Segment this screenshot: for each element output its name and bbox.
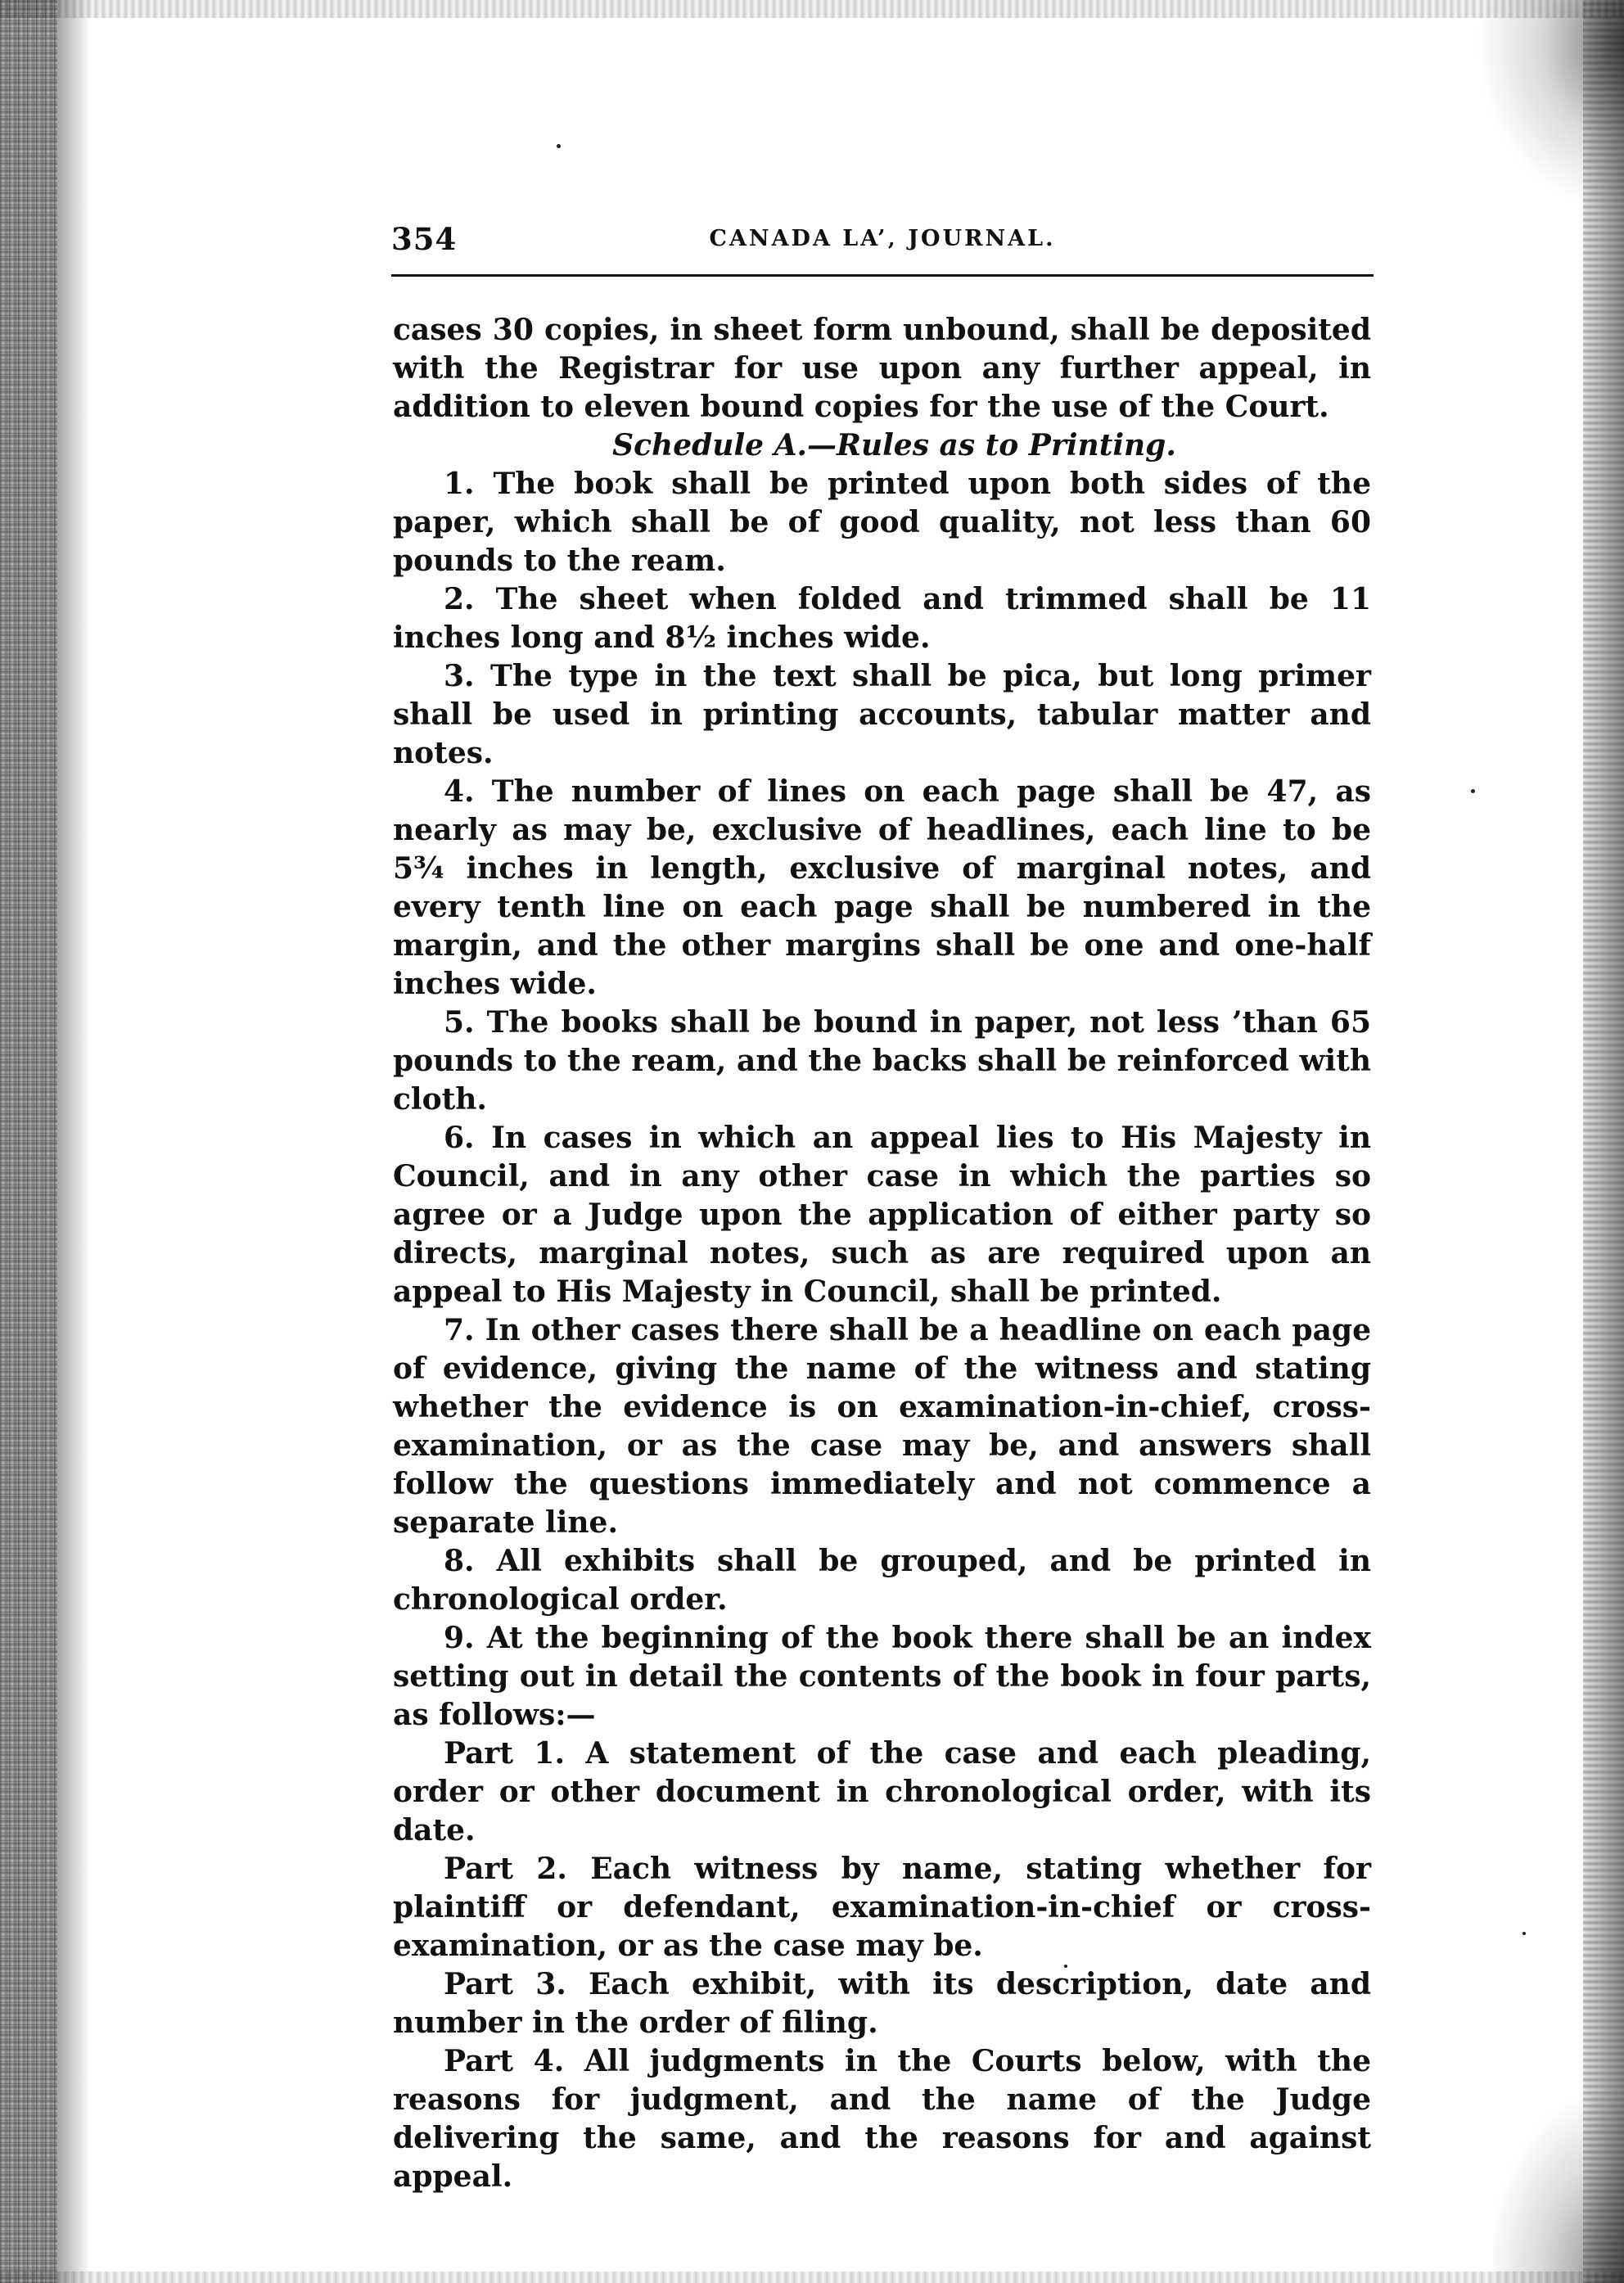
rule-paragraph: 3. The type in the text shall be pica, but long primer shall be used in printing accounts, tabular matter and notes.	[393, 659, 1371, 770]
scan-edge-right	[1583, 0, 1624, 2283]
page-number: 354	[391, 221, 458, 257]
scan-edge-left-shadow	[57, 0, 90, 2283]
rule-paragraph: 6. In cases in which an appeal lies to His Majesty in Council, and in any other case in which the parties so agree or a Judge upon the application of either party so directs, marginal notes, such as are required upon an appeal to His Majesty in Council, shall be printed.	[393, 1121, 1371, 1309]
index-part-paragraph: Part 4. All judgments in the Courts below, with the reasons for judgment, and the name of the Judge delivering the same, and the reasons for and against appeal.	[393, 2044, 1371, 2194]
scan-speck	[1522, 1932, 1526, 1935]
rule-paragraph: 5. The books shall be bound in paper, not less ’than 65 pounds to the ream, and the backs shall be reinforced with cloth.	[393, 1005, 1371, 1117]
index-part-paragraph: Part 2. Each witness by name, stating whether for plaintiff or defendant, examination-in-chief or cross-examination, or as the case may be.	[393, 1852, 1371, 1963]
index-part-paragraph: Part 3. Each exhibit, with its description, date and number in the order of filing.	[393, 1967, 1371, 2040]
page-body	[393, 311, 1371, 2196]
rule-paragraph: 1. The boɔk shall be printed upon both sides of the paper, which shall be of good quality, not less than 60 pounds to the ream.	[393, 467, 1371, 578]
scan-corner-bottom-right	[1493, 2095, 1624, 2283]
rule-paragraph: 9. At the beginning of the book there shall be an index setting out in detail the contents of the book in four parts, as follows:—	[393, 1621, 1371, 1732]
scan-edge-bottom	[0, 2272, 1624, 2283]
rule-paragraph: 2. The sheet when folded and trimmed shall be 11 inches long and 8½ inches wide.	[393, 582, 1371, 655]
scan-speck	[1471, 789, 1475, 793]
header-rule	[391, 274, 1374, 277]
journal-title: CANADA LA’‚ JOURNAL.	[709, 226, 1056, 251]
index-part-paragraph: Part 1. A statement of the case and each pleading, order or other document in chronological order, with its date.	[393, 1736, 1371, 1848]
scan-edge-left	[0, 0, 57, 2283]
scan-corner-top-right	[1477, 0, 1624, 213]
scan-edge-top	[0, 0, 1624, 18]
intro-paragraph: cases 30 copies, in sheet form unbound, shall be deposited with the Registrar for use upon any further appeal, in addition to eleven bound copies for the use of the Court.	[393, 313, 1371, 424]
running-head	[391, 221, 1374, 262]
rule-paragraph: 8. All exhibits shall be grouped, and be printed in chronological order.	[393, 1544, 1371, 1617]
schedule-heading: Schedule A.—Rules as to Printing.	[612, 428, 1176, 462]
rule-paragraph: 7. In other cases there shall be a headline on each page of evidence, giving the name of the witness and stating whether the evidence is on examination-in-chief, cross-examination, or as the case may be, and answers shall follow the questions immediately and not commence a separate line.	[393, 1313, 1371, 1540]
scan-speck	[557, 144, 561, 148]
rule-paragraph: 4. The number of lines on each page shall be 47, as nearly as may be, exclusive of headlines, each line to be 5¾ inches in length, exclusive of marginal notes, and every tenth line on each page shall be numbered in the margin, and the other margins shall be one and one-half inches wide.	[393, 774, 1371, 1001]
